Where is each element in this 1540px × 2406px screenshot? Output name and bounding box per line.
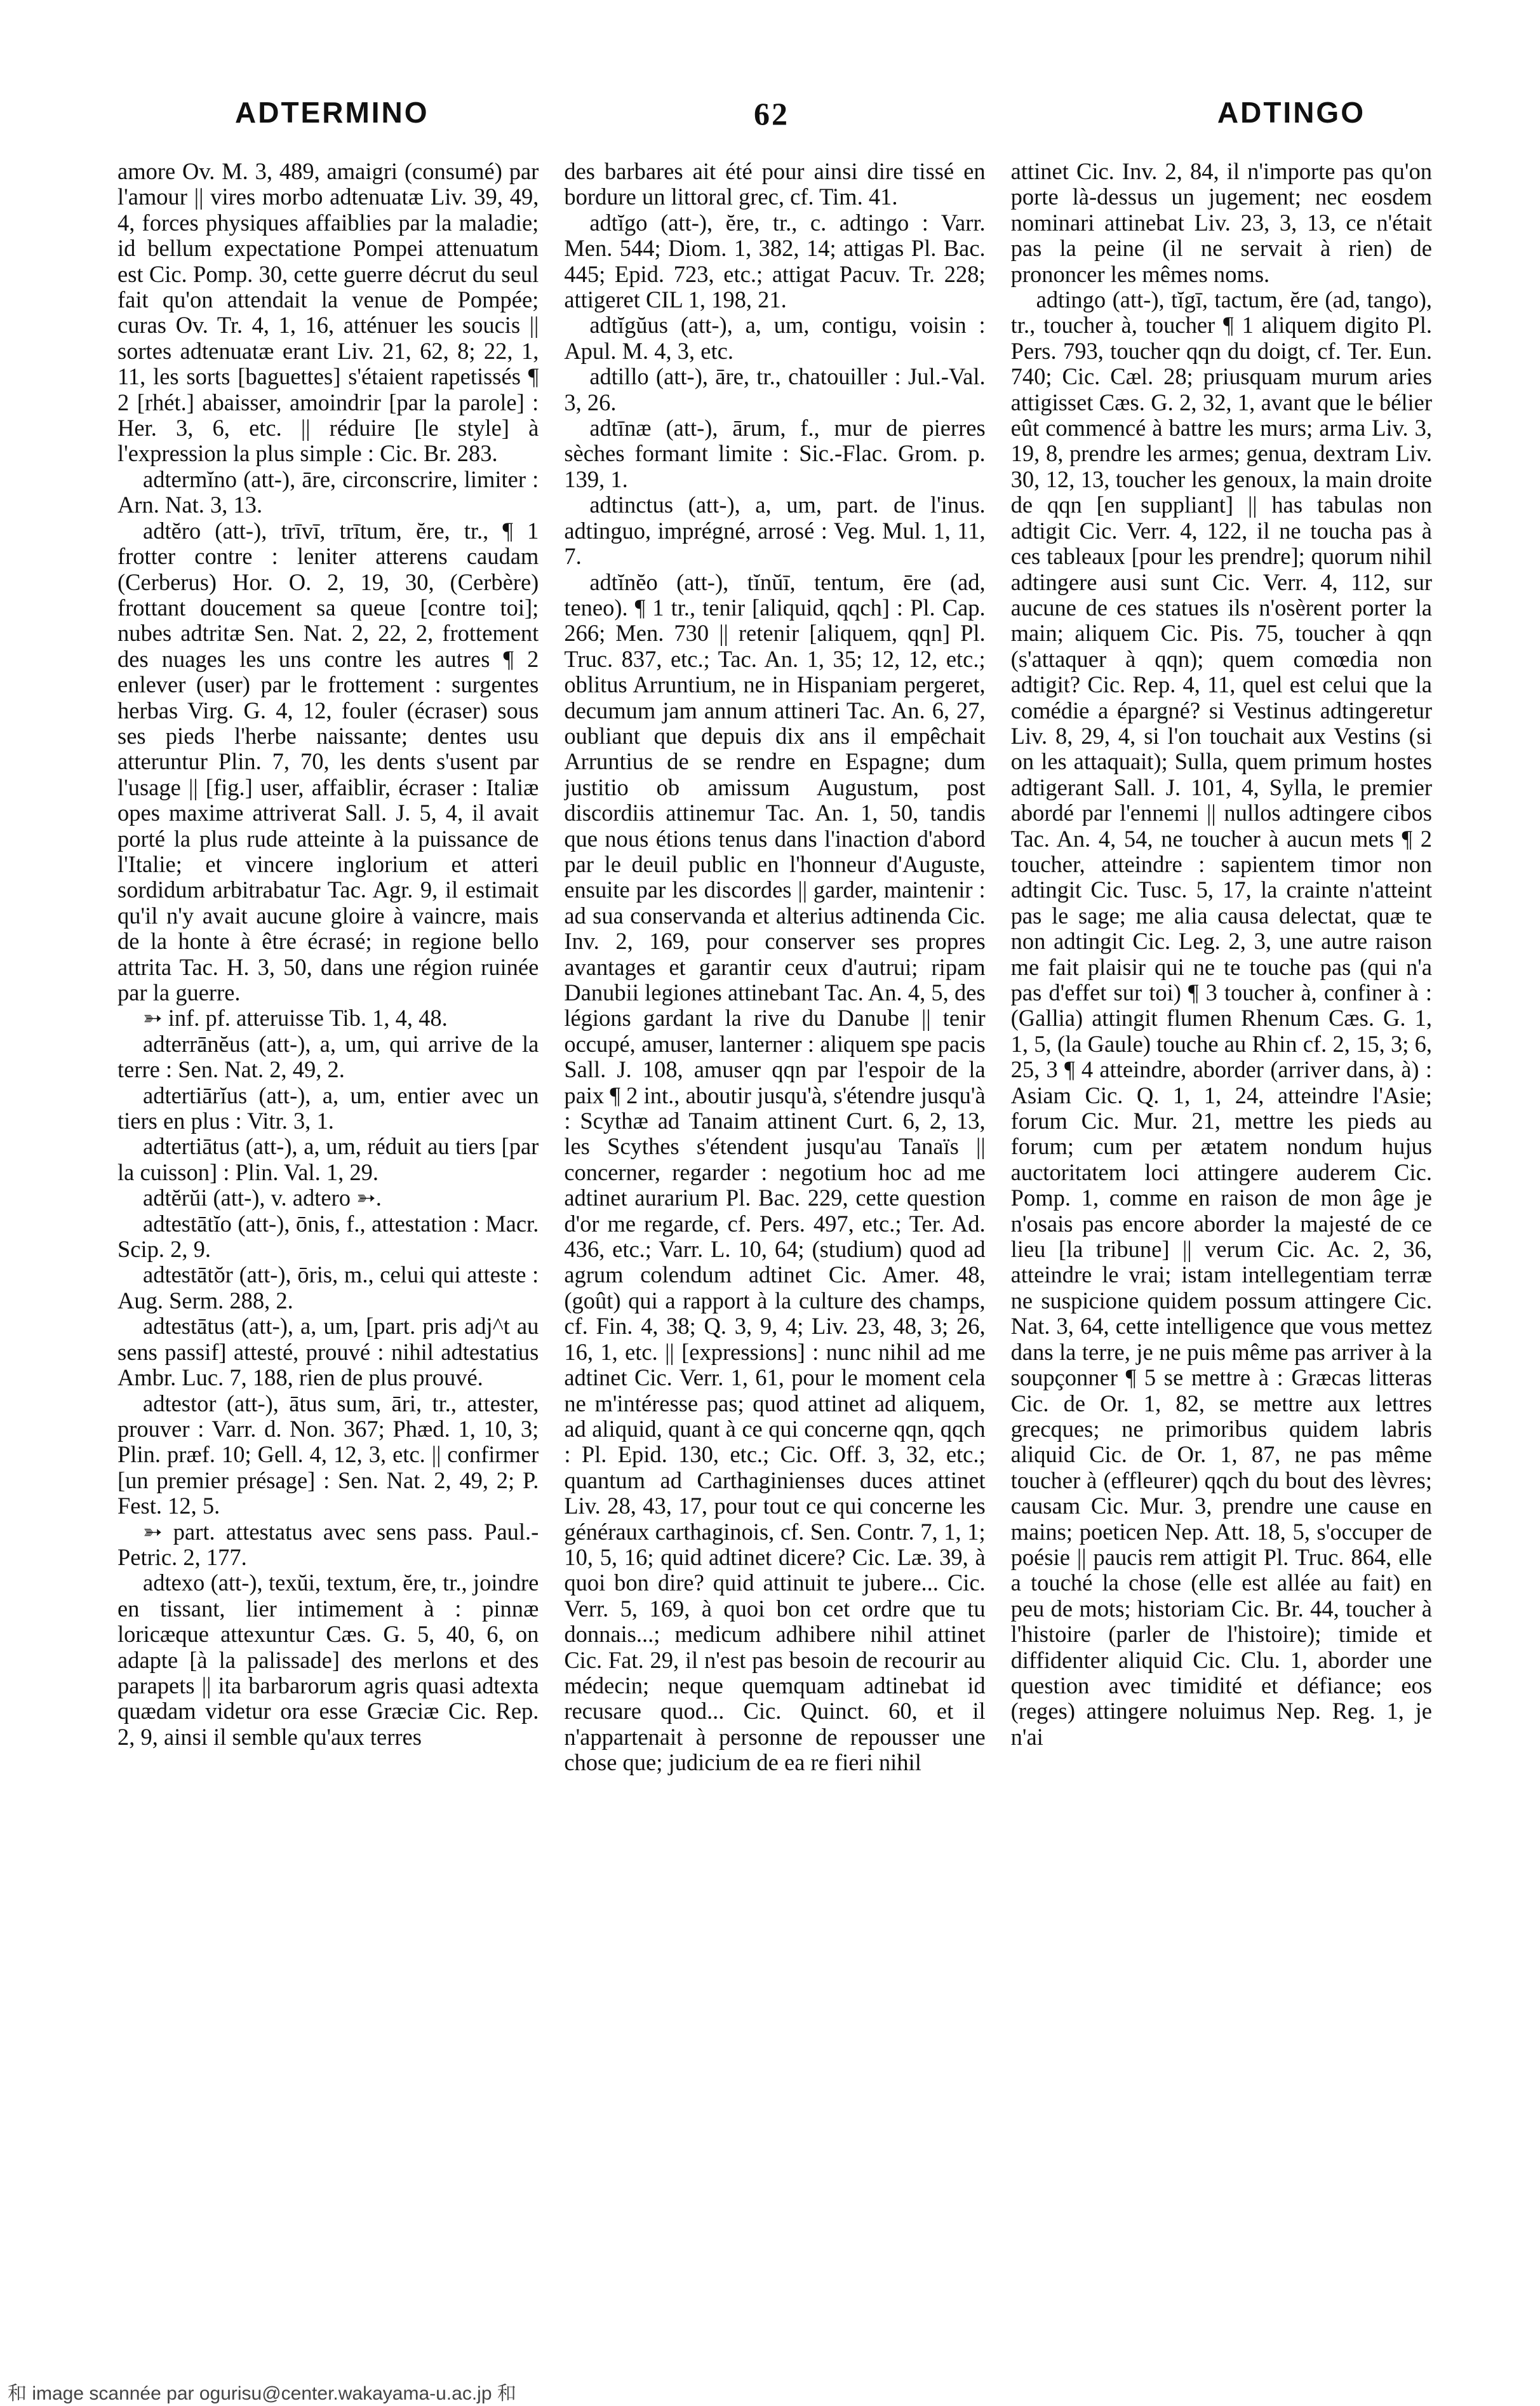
dictionary-entry: adtĭgŭus (att-), a, um, contigu, voisin : Apul. M. 4, 3, etc. [564,312,986,364]
scan-credit-footer: 和 image scannée par ogurisu@center.wakayama-u.ac.jp 和 [8,2383,516,2404]
running-header [114,95,1429,146]
header-last-entry: ADTINGO [1217,96,1365,129]
dictionary-entry: ➳ part. attestatus avec sens pass. Paul.-Petric. 2, 177. [117,1518,539,1570]
header-first-entry: ADTERMINO [235,96,429,129]
dictionary-entry: adtīnæ (att-), ārum, f., mur de pierres sèches formant limite : Sic.-Flac. Grom. p. 139, 1. [564,415,986,492]
dictionary-entry: adtillo (att-), āre, tr., chatouiller : Jul.-Val. 3, 26. [564,363,986,415]
dictionary-entry: des barbares ait été pour ainsi dire tissé en bordure un littoral grec, cf. Tim. 41. [564,159,986,210]
column-middle [564,159,985,2331]
dictionary-entry: adtĕro (att-), trīvī, trītum, ĕre, tr., ¶ 1 frotter contre : leniter atterens caudam (Cerberus) Hor. O. 2, 19, 30, (Cerbère) frottant doucement sa queue [contre toi]; nubes adtritæ Sen. Nat. 2, 22, 2, frottement des nuages les uns contre les autres ¶ 2 enlever (user) par le frottement : surgentes herbas Virg. G. 4, 12, fouler (écraser) sous ses pieds l'herbe naissante; dentes usu atteruntur Plin. 7, 70, les dents s'usent par l'usage || [fig.] user, affaiblir, écraser : Italiæ opes maxime attriverat Sall. J. 5, 4, il avait porté la plus rude atteinte à la puissance de l'Italie; et vincere inglorium et atteri sordidum arbitrabatur Tac. Agr. 9, il estimait qu'il n'y avait aucune gloire à vaincre, mais de la honte à être écrasé; in regione bello attrita Tac. H. 3, 50, dans une région ruinée par la guerre. [117,517,539,1005]
dictionary-entry: ➳ inf. pf. atteruisse Tib. 1, 4, 48. [143,1005,448,1032]
column-left [117,159,539,2331]
dictionary-entry: adtexo (att-), texŭi, textum, ĕre, tr., joindre en tissant, lier intimement à : pinnæ loricæque attexuntur Cæs. G. 5, 40, 6, on adapte [à la palissade] des merlons et des parapets || ita barbarorum agris quasi adtexta quædam videtur ora esse Græciæ Cic. Rep. 2, 9, ainsi il semble qu'aux terres [117,1569,539,1750]
dictionary-entry: adtĭgo (att-), ĕre, tr., c. adtingo : Varr. Men. 544; Diom. 1, 382, 14; attigas Pl. Bac. 445; Epid. 723, etc.; attigat Pacuv. Tr. 228; attigeret CIL 1, 198, 21. [564,209,986,313]
dictionary-entry: adtermĭno (att-), āre, circonscrire, limiter : Arn. Nat. 3, 13. [117,466,539,518]
text-columns [117,159,1432,2331]
dictionary-entry: adtingo (att-), tĭgī, tactum, ĕre (ad, tango), tr., toucher à, toucher ¶ 1 aliquem digito Pl. Pers. 793, toucher qqn du doigt, cf. Ter. Eun. 740; Cic. Cæl. 28; priusquam murum aries attigisset Cæs. G. 2, 32, 1, avant que le bélier eût commencé à battre les murs; arma Liv. 3, 19, 8, prendre les armes; genua, dextram Liv. 30, 12, 13, toucher les genoux, la main droite de qqn [en suppliant] || has tabulas non adtigit Cic. Verr. 4, 122, il ne toucha pas à ces tableaux [pour les prendre]; quorum nihil adtingere ausi sunt Cic. Verr. 4, 112, sur aucune de ces statues ils n'osèrent porter la main; aliquem Cic. Pis. 75, toucher à qqn (s'attaquer à qqn); quem comœdia non adtigit? Cic. Rep. 4, 11, quel est celui que la comédie a épargné? si Vestinus adtingeretur Liv. 8, 29, 4, si l'on touchait aux Vestins (si on les attaquait); Sulla, quem primum hostes adtigerant Sall. J. 101, 4, Sylla, le premier abordé par l'ennemi || nullos adtingere cibos Tac. An. 4, 54, ne toucher à aucun mets ¶ 2 toucher, atteindre : sapientem timor non adtingit Cic. Tusc. 5, 17, la crainte n'atteint pas le sage; me alia causa delectat, quæ te non adtingit Cic. Leg. 2, 3, une autre raison me fait plaisir qui ne te touche pas (qui n'a pas d'effet sur toi) ¶ 3 toucher à, confiner à : (Gallia) attingit flumen Rhenum Cæs. G. 1, 1, 5, (la Gaule) touche au Rhin cf. 2, 15, 3; 6, 25, 3 ¶ 4 atteindre, aborder (arriver dans, à) : Asiam Cic. Q. 1, 1, 24, atteindre l'Asie; forum Cic. Mur. 21, mettre les pieds au forum; cum per ætatem nondum hujus auctoritatem loci attingere auderem Cic. Pomp. 1, comme en raison de mon âge je n'osais pas encore aborder la majesté de ce lieu [la tribune] || verum Cic. Ac. 2, 36, atteindre le vrai; istam intellegentiam terræ ne suspicione quidem possum attingere Cic. Nat. 3, 64, cette intelligence que vous mettez dans la terre, je ne puis même pas arriver à la soupçonner ¶ 5 se mettre à : Græcas litteras Cic. de Or. 1, 82, se mettre aux lettres grecques; ne primoribus quidem labris aliquid Cic. de Or. 1, 87, ne pas même toucher à (effleurer) qqch du bout des lèvres; causam Cic. Mur. 3, prendre une cause en mains; poeticen Nep. Att. 18, 5, s'occuper de poésie || paucis rem attigit Pl. Truc. 864, elle a touché la chose (elle est allée au fait) en peu de mots; historiam Cic. Br. 44, toucher à l'histoire (parler de l'histoire); timide et diffidenter aliquid Cic. Clu. 1, aborder une question avec timidité et défiance; eos (reges) attingere noluimus Nep. Reg. 1, je n'ai [1010,286,1432,1750]
column-right [1011,159,1432,2331]
dictionary-entry: adtestātĭo (att-), ōnis, f., attestation : Macr. Scip. 2, 9. [117,1210,539,1263]
dictionary-entry: adterrānĕus (att-), a, um, qui arrive de la terre : Sen. Nat. 2, 49, 2. [117,1030,539,1083]
dictionary-entry: adtĕrŭi (att-), v. adtero ➳. [143,1185,382,1211]
dictionary-entry: attinet Cic. Inv. 2, 84, il n'importe pas qu'on porte là-dessus un jugement; nec eosdem nominari attinebat Liv. 23, 3, 13, ce n'était pas la peine (il ne servait à rien) de prononcer les mêmes noms. [1010,159,1432,287]
dictionary-entry: adtestor (att-), ātus sum, āri, tr., attester, prouver : Varr. d. Non. 367; Phæd. 1, 10, 3; Plin. præf. 10; Gell. 4, 12, 3, etc. || confirmer [un premier présage] : Sen. Nat. 2, 49, 2; P. Fest. 12, 5. [117,1390,539,1519]
dictionary-entry: amore Ov. M. 3, 489, amaigri (consumé) par l'amour || vires morbo adtenuatæ Liv. 39, 49, 4, forces physiques affaiblies par la maladie; id bellum expectatione Pompei attenuatum est Cic. Pomp. 30, cette guerre décrut du seul fait qu'on attendait la venue de Pompée; curas Ov. Tr. 4, 1, 16, atténuer les soucis || sortes adtenuatæ erant Liv. 21, 62, 8; 22, 1, 11, les sorts [baguettes] s'étaient rapetissés ¶ 2 [rhét.] abaisser, amoindrir [par la parole] : Her. 3, 6, etc. || réduire [le style] à l'expression la plus simple : Cic. Br. 283. [117,159,539,467]
dictionary-entry: adtertiārĭus (att-), a, um, entier avec un tiers en plus : Vitr. 3, 1. [117,1082,539,1134]
dictionary-entry: adtestātus (att-), a, um, [part. pris adj^t au sens passif] attesté, prouvé : nihil adtestatius Ambr. Luc. 7, 188, rien de plus prouvé. [117,1313,539,1391]
page-number: 62 [754,96,789,131]
dictionary-entry: adtertiātus (att-), a, um, réduit au tiers [par la cuisson] : Plin. Val. 1, 29. [117,1133,539,1185]
dictionary-entry: adtestātŏr (att-), ōris, m., celui qui atteste : Aug. Serm. 288, 2. [117,1261,539,1314]
dictionary-entry: adtĭnĕo (att-), tĭnŭī, tentum, ēre (ad, teneo). ¶ 1 tr., tenir [aliquid, qqch] : Pl. Cap. 266; Men. 730 || retenir [aliquem, qqn] Pl. Truc. 837, etc.; Tac. An. 1, 35; 12, 12, etc.; oblitus Arruntium, ne in Hispaniam pergeret, decumum jam annum attineri Tac. An. 6, 27, oubliant que depuis dix ans il empêchait Arruntius de se rendre en Espagne; dum justitio ob amissum Augustum, post discordiis attinemur Tac. An. 1, 50, tandis que nous étions tenus dans l'inaction d'abord par le deuil public en l'honneur d'Auguste, ensuite par les discordes || garder, maintenir : ad sua conservanda et alterius adtinenda Cic. Inv. 2, 169, pour conserver ses propres avantages et garantir ceux d'autrui; ripam Danubii legiones attinebant Tac. An. 4, 5, des légions gardant la rive du Danube || tenir occupé, amuser, lanterner : aliquem spe pacis Sall. J. 108, amuser qqn par l'espoir de la paix ¶ 2 int., aboutir jusqu'à, s'étendre jusqu'à : Scythæ ad Tanaim attinent Curt. 6, 2, 13, les Scythes s'étendent jusqu'au Tanaïs || concerner, regarder : negotium hoc ad me adtinet aurarium Pl. Bac. 229, cette question d'or me regarde, cf. Pers. 497, etc.; Ter. Ad. 436, etc.; Varr. L. 10, 64; (studium) quod ad agrum colendum adtinet Cic. Amer. 48, (goût) qui a rapport à la culture des champs, cf. Fin. 4, 38; Q. 3, 9, 4; Liv. 23, 48, 3; 26, 16, 1, etc. || [expressions] : nunc nihil ad me adtinet Cic. Verr. 1, 61, pour le moment cela ne m'intéresse pas; quod attinet ad aliquem, ad aliquid, quant à ce qui concerne qqn, qqch : Pl. Epid. 130, etc.; Cic. Off. 3, 32, etc.; quantum ad Carthaginienses duces attinet Liv. 28, 43, 17, pour tout ce qui concerne les généraux carthaginois, cf. Sen. Contr. 7, 1, 1; 10, 5, 16; quid adtinet dicere? Cic. Læ. 39, à quoi bon dire? quid attinuit te jubere... Cic. Verr. 5, 169, à quoi bon cet ordre que tu donnais...; medicum adhibere nihil attinet Cic. Fat. 29, il n'est pas besoin de recourir au médecin; neque quemquam adtinebat id recusare quod... Cic. Quinct. 60, et il n'appartenait à personne de repousser une chose que; judicium de ea re fieri nihil [564,568,986,1776]
dictionary-entry: adtinctus (att-), a, um, part. de l'inus. adtinguo, imprégné, arrosé : Veg. Mul. 1, 11, 7. [564,492,986,570]
